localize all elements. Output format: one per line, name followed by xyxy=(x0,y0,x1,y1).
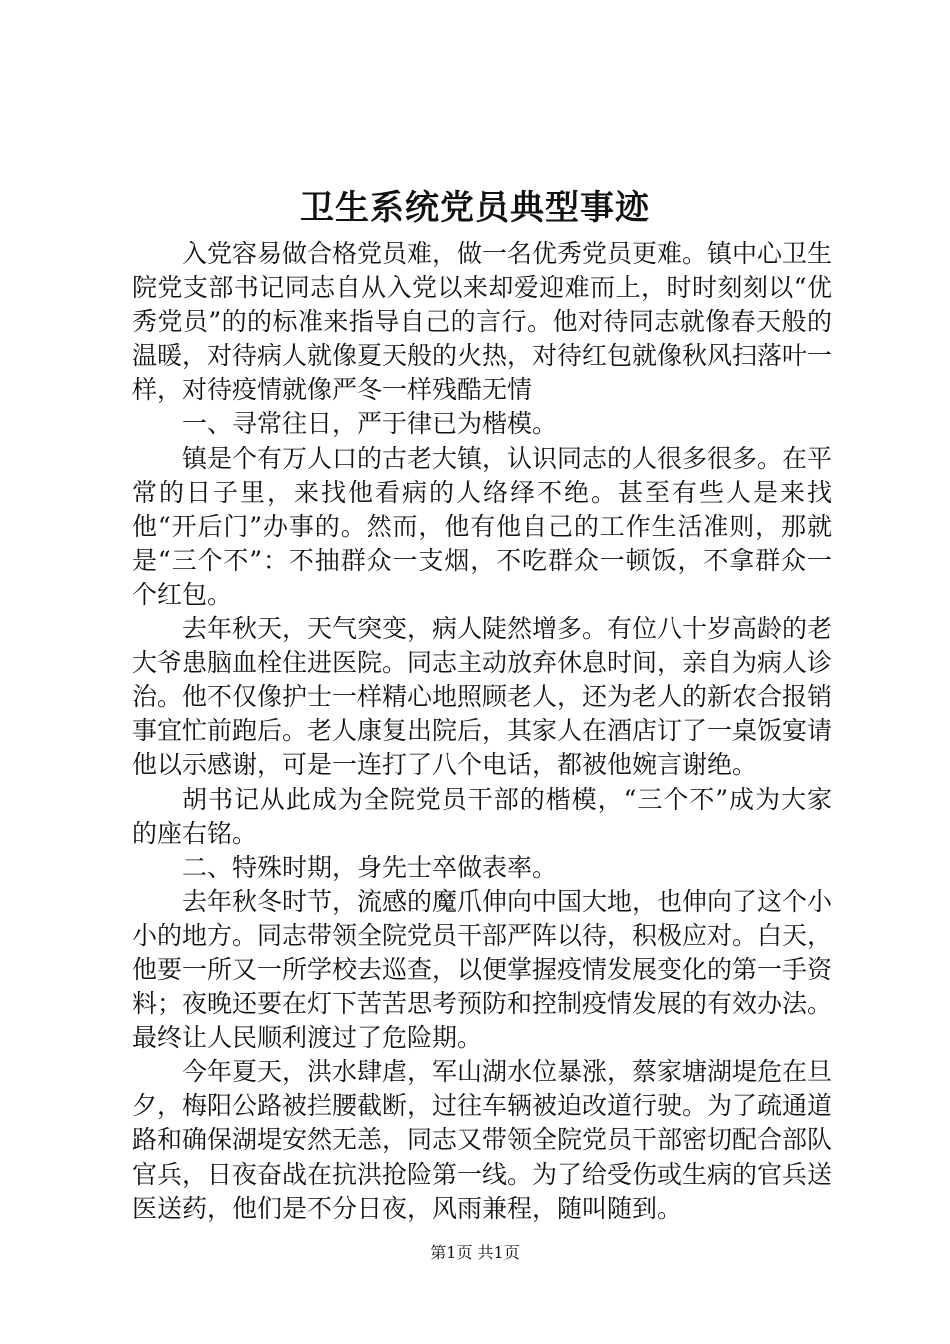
page-footer: 第1页 共1页 xyxy=(430,1243,520,1262)
paragraph-flu: 去年秋冬时节，流感的魔爪伸向中国大地，也伸向了这个小小的地方。同志带领全院党员干部严阵以待，积极应对。白天，他要一所又一所学校去巡查，以便掌握疫情发展变化的第一手资料；夜晚还要在灯下苦苦思考预防和控制疫情发展的有效办法。最终让人民顺利渡过了危险期。 xyxy=(132,886,833,1053)
section-heading-1: 一、寻常往日，严于律已为楷模。 xyxy=(182,409,558,439)
paragraph-autumn: 去年秋天，天气突变，病人陡然增多。有位八十岁高龄的老大爷患脑血栓住进医院。同志主动放弃休息时间，亲自为病人诊治。他不仅像护士一样精心地照顾老人，还为老人的新农合报销事宜忙前跑后。老人康复出院后，其家人在酒店订了一桌饭宴请他以示感谢，可是一连打了八个电话，都被他婉言谢绝。 xyxy=(132,614,833,780)
paragraph-rules: 镇是个有万人口的古老大镇，认识同志的人很多很多。在平常的日子里，来找他看病的人络绎不绝。甚至有些人是来找他“开后门”办事的。然而，他有他自己的工作生活准则，那就是“三个不”：不抽群众一支烟，不吃群众一顿饭，不拿群众一个红包。 xyxy=(132,443,833,609)
paragraph-motto: 胡书记从此成为全院党员干部的楷模，“三个不”成为大家的座右铭。 xyxy=(132,784,832,848)
paragraph-intro: 入党容易做合格党员难，做一名优秀党员更难。镇中心卫生院党支部书记同志自从入党以来却爱迎难而上，时时刻刻以“优秀党员”的的标准来指导自己的言行。他对待同志就像春天般的温暖，对待病人就像夏天般的火热，对待红包就像秋风扫落叶一样，对待疫情就像严冬一样残酷无情 xyxy=(132,239,833,405)
section-heading-2: 二、特殊时期，身先士卒做表率。 xyxy=(182,852,558,882)
document-title: 卫生系统党员典型事迹 xyxy=(300,188,650,228)
document-body xyxy=(132,237,832,1226)
paragraph-flood: 今年夏天，洪水肆虐，军山湖水位暴涨，蔡家塘湖堤危在旦夕，梅阳公路被拦腰截断，过往车辆被迫改道行驶。为了疏通道路和确保湖堤安然无恙，同志又带领全院党员干部密切配合部队官兵，日夜奋战在抗洪抢险第一线。为了给受伤或生病的官兵送医送药，他们是不分日夜，风雨兼程，随叫随到。 xyxy=(132,1057,833,1223)
